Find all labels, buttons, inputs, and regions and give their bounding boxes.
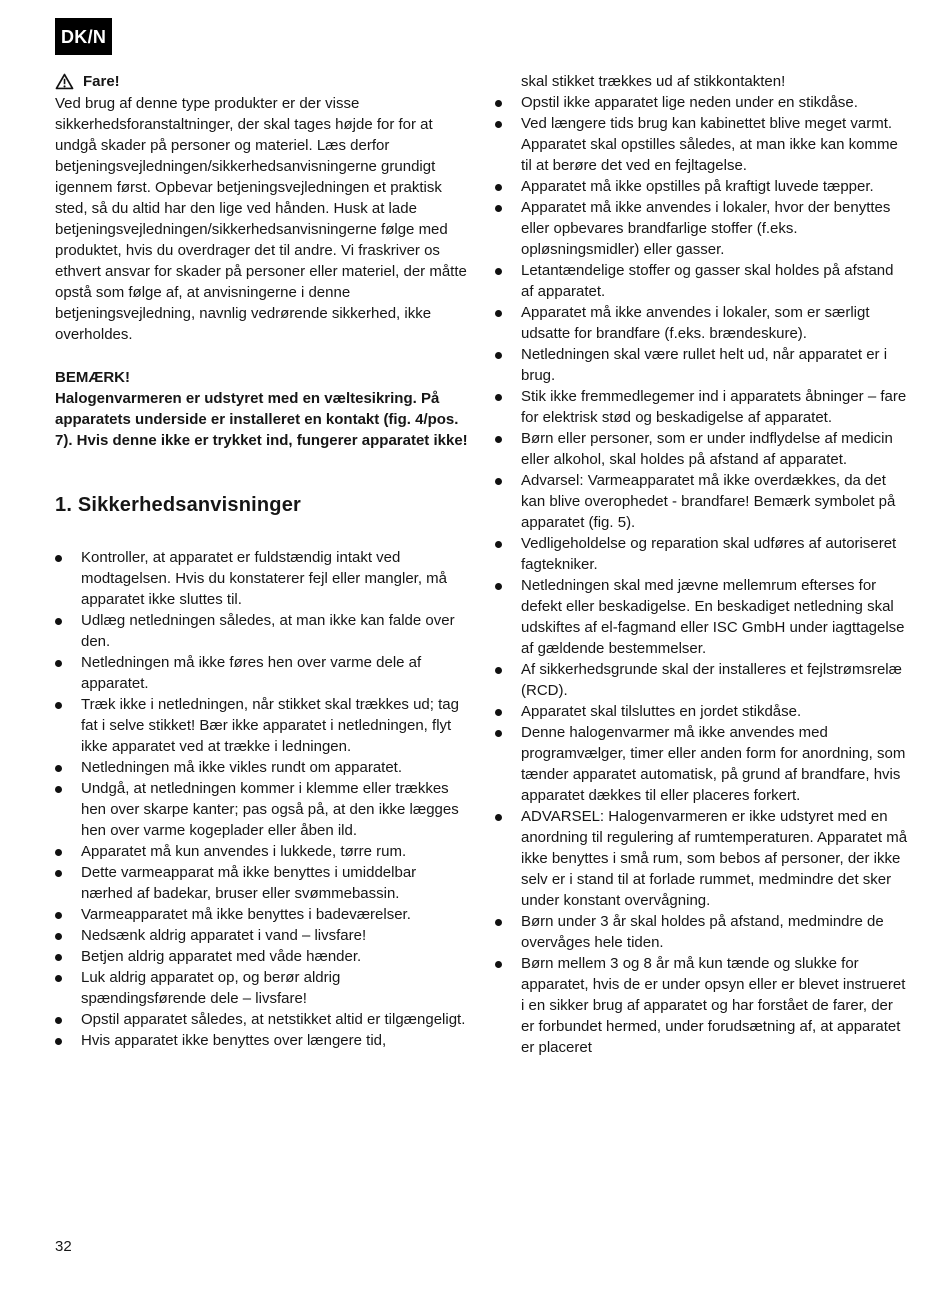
bullet-dot-icon: [495, 667, 502, 674]
bullet-dot-icon: [55, 954, 62, 961]
bullet-dot-icon: [55, 786, 62, 793]
safety-list-item: [55, 967, 468, 1009]
bullet-dot-icon: [495, 919, 502, 926]
bullet-dot-icon: [495, 310, 502, 317]
bullet-dot-icon: [55, 765, 62, 772]
safety-list-item: [55, 757, 468, 778]
safety-list-item-text: Børn eller personer, som er under indflydelse af medicin eller alkohol, skal holdes på afstand af apparatet.: [521, 430, 893, 468]
safety-list-item-text: Opstil apparatet således, at netstikket altid er tilgængeligt.: [81, 1011, 466, 1028]
note-body: Halogenvarmeren er udstyret med en væltesikring. På apparatets underside er installeret en kontakt (fig. 4/pos. 7). Hvis denne ikke er trykket ind, fungerer apparatet ikke!: [55, 390, 468, 449]
safety-list-item: [495, 197, 908, 260]
safety-list-item: [495, 344, 908, 386]
safety-list-item-text: Netledningen skal med jævne mellemrum efterses for defekt eller beskadigelse. En beskadiget netledning skal udskiftes af el-fagmand eller ISC GmbH under iagttagelse af gældende bestemmelser.: [521, 577, 905, 657]
safety-list-item: [495, 533, 908, 575]
safety-list-item-text: Børn under 3 år skal holdes på afstand, medmindre de overvåges hele tiden.: [521, 913, 884, 951]
safety-list-item-text: Netledningen må ikke føres hen over varme dele af apparatet.: [81, 654, 422, 692]
safety-list-item-text: Netledningen må ikke vikles rundt om apparatet.: [81, 759, 403, 776]
two-column-layout: [55, 71, 908, 1058]
section-heading: 1. Sikkerhedsanvisninger: [55, 494, 302, 516]
safety-list-item-text: Af sikkerhedsgrunde skal der installeres et fejlstrømsrelæ (RCD).: [521, 661, 902, 699]
safety-list-item-text: Denne halogenvarmer må ikke anvendes med programvælger, timer eller anden form for anordning, som tænder apparatet automatisk, på grund af brandfare, hvis apparatet dækkes til eller placeres forkert.: [521, 724, 906, 804]
bullet-dot-icon: [495, 436, 502, 443]
safety-list-item: [495, 386, 908, 428]
bullet-dot-icon: [55, 933, 62, 940]
bullet-dot-icon: [55, 660, 62, 667]
safety-list-item-text: Advarsel: Varmeapparatet må ikke overdækkes, da det kan blive overophedet - brandfare! Bemærk symbolet på apparatet (fig. 5).: [521, 472, 896, 531]
safety-list-item-text: Undgå, at netledningen kommer i klemme eller trækkes hen over skarpe kanter; pas også på, at den ikke lægges hen over varme kogeplader eller åben ild.: [81, 780, 459, 839]
safety-list-item: [495, 575, 908, 659]
note-title: BEMÆRK!: [55, 369, 130, 386]
safety-list-item: [495, 176, 908, 197]
bullet-dot-icon: [55, 618, 62, 625]
warning-triangle-icon: [55, 73, 74, 90]
right-column: [495, 71, 908, 1058]
safety-list-item: [495, 701, 908, 722]
safety-list-item-text: Træk ikke i netledningen, når stikket skal trækkes ud; tag fat i selve stikket! Bær ikke apparatet i netledningen, flyt ikke apparatet ved at trække i ledningen.: [81, 696, 459, 755]
safety-list-item-text: ADVARSEL: Halogenvarmeren er ikke udstyret med en anordning til regulering af rumtemperaturen. Apparatet må ikke benyttes i små rum, som bebos af personer, der ikke selv er i stand til at forlade rummet, medmindre det sker under konstant overvågning.: [521, 808, 908, 909]
safety-list-item: [495, 428, 908, 470]
safety-list-item: [495, 470, 908, 533]
bullet-dot-icon: [495, 730, 502, 737]
safety-list-item-text: Apparatet må ikke anvendes i lokaler, hvor der benyttes eller opbevares brandfarlige stoffer (f.eks. opløsningsmidler) eller gasser.: [521, 199, 891, 258]
bullet-dot-icon: [495, 121, 502, 128]
safety-list-item: [55, 862, 468, 904]
bullet-dot-icon: [55, 1017, 62, 1024]
safety-list-item-text: Vedligeholdelse og reparation skal udføres af autoriseret fagtekniker.: [521, 535, 897, 573]
safety-list-item: [495, 113, 908, 176]
bullet-dot-icon: [55, 702, 62, 709]
safety-list-item: [495, 953, 908, 1058]
safety-list-item-text: Apparatet må kun anvendes i lukkede, tørre rum.: [81, 843, 407, 860]
safety-list-item: [55, 610, 468, 652]
danger-heading: [55, 71, 468, 92]
bullet-dot-icon: [495, 478, 502, 485]
bullet-dot-icon: [495, 541, 502, 548]
safety-list-item-text: Hvis apparatet ikke benyttes over længere tid,: [81, 1032, 387, 1049]
bullet-dot-icon: [55, 975, 62, 982]
bullet-dot-icon: [55, 870, 62, 877]
danger-paragraph: Ved brug af denne type produkter er der visse sikkerhedsforanstaltninger, der skal tages højde for for at undgå skader på personer og materiel. Læs derfor betjeningsvejledningen/sikkerhedsanvisningerne grundigt igennem først. Opbevar betjeningsvejledningen et praktisk sted, så du altid har den lige ved hånden. Husk at lade betjeningsvejledningen/sikkerhedsanvisningerne følge med produktet, hvis du overdrager det til andre. Vi fraskriver os ethvert ansvar for skader på personer eller materiel, der måtte opstå som følge af, at anvisningerne i denne betjeningsvejledning, navnlig vedrørende sikkerhed, ikke overholdes.: [55, 95, 467, 343]
bullet-dot-icon: [55, 555, 62, 562]
danger-heading-label: Fare!: [83, 73, 120, 90]
safety-list-item: [55, 547, 468, 610]
safety-list-item-text: Varmeapparatet må ikke benyttes i badeværelser.: [81, 906, 411, 923]
safety-list-item-text: Nedsænk aldrig apparatet i vand – livsfare!: [81, 927, 367, 944]
safety-list-item-text: Betjen aldrig apparatet med våde hænder.: [81, 948, 362, 965]
continuation-line: skal stikket trækkes ud af stikkontakten!: [521, 73, 786, 90]
safety-list-item: [55, 925, 468, 946]
safety-list-item-text: Opstil ikke apparatet lige neden under en stikdåse.: [521, 94, 858, 111]
safety-list-item-text: Ved længere tids brug kan kabinettet blive meget varmt. Apparatet skal opstilles således, at man ikke kan komme til at berøre det ved en fejltagelse.: [521, 115, 898, 174]
bullet-dot-icon: [495, 394, 502, 401]
safety-list-right: [495, 92, 908, 1058]
safety-list-item: [55, 841, 468, 862]
page-number: 32: [55, 1238, 72, 1255]
safety-list-item: [495, 92, 908, 113]
safety-list-item: [495, 911, 908, 953]
bullet-dot-icon: [55, 912, 62, 919]
safety-list-item-text: Apparatet må ikke anvendes i lokaler, som er særligt udsatte for brandfare (f.eks. brændeskure).: [521, 304, 870, 342]
safety-list-item: [495, 659, 908, 701]
safety-list-item-text: Apparatet skal tilsluttes en jordet stikdåse.: [521, 703, 802, 720]
safety-list-item: [495, 806, 908, 911]
bullet-dot-icon: [55, 849, 62, 856]
note-block: [55, 367, 468, 451]
bullet-dot-icon: [495, 268, 502, 275]
safety-list-item: [55, 1009, 468, 1030]
safety-list-item-text: Udlæg netledningen således, at man ikke kan falde over den.: [81, 612, 455, 650]
bullet-dot-icon: [495, 709, 502, 716]
safety-list-item: [55, 946, 468, 967]
safety-list-item: [495, 260, 908, 302]
safety-list-item-text: Stik ikke fremmedlegemer ind i apparatets åbninger – fare for elektrisk stød og beskadigelse af apparatet.: [521, 388, 907, 426]
safety-list-item-text: Dette varmeapparat må ikke benyttes i umiddelbar nærhed af badekar, bruser eller svømmebassin.: [81, 864, 417, 902]
safety-list-item-text: Børn mellem 3 og 8 år må kun tænde og slukke for apparatet, hvis de er under opsyn eller er blevet instrueret i en sikker brug af apparatet og har forstået de farer, der er forbundet hermed, under forudsætning af, at apparatet er placeret: [521, 955, 906, 1056]
bullet-dot-icon: [495, 814, 502, 821]
bullet-dot-icon: [495, 100, 502, 107]
safety-list-item: [55, 778, 468, 841]
bullet-dot-icon: [495, 205, 502, 212]
safety-list-item-text: Kontroller, at apparatet er fuldstændig intakt ved modtagelsen. Hvis du konstaterer fejl eller mangler, må apparatet ikke sluttes til.: [81, 549, 448, 608]
safety-list-item: [495, 302, 908, 344]
language-badge: DK/N: [55, 18, 112, 55]
safety-list-item: [495, 722, 908, 806]
safety-list-item: [55, 1030, 468, 1051]
bullet-dot-icon: [495, 352, 502, 359]
safety-list-left: [55, 547, 468, 1051]
safety-list-item-text: Letantændelige stoffer og gasser skal holdes på afstand af apparatet.: [521, 262, 894, 300]
safety-list-item: [55, 904, 468, 925]
bullet-dot-icon: [495, 961, 502, 968]
safety-list-item-text: Netledningen skal være rullet helt ud, når apparatet er i brug.: [521, 346, 888, 384]
safety-list-item-text: Luk aldrig apparatet op, og berør aldrig spændingsførende dele – livsfare!: [81, 969, 341, 1007]
safety-list-item: [55, 652, 468, 694]
left-column: [55, 71, 468, 1058]
bullet-dot-icon: [495, 184, 502, 191]
bullet-dot-icon: [55, 1038, 62, 1045]
safety-list-item: [55, 694, 468, 757]
safety-list-item-text: Apparatet må ikke opstilles på kraftigt luvede tæpper.: [521, 178, 874, 195]
bullet-dot-icon: [495, 583, 502, 590]
